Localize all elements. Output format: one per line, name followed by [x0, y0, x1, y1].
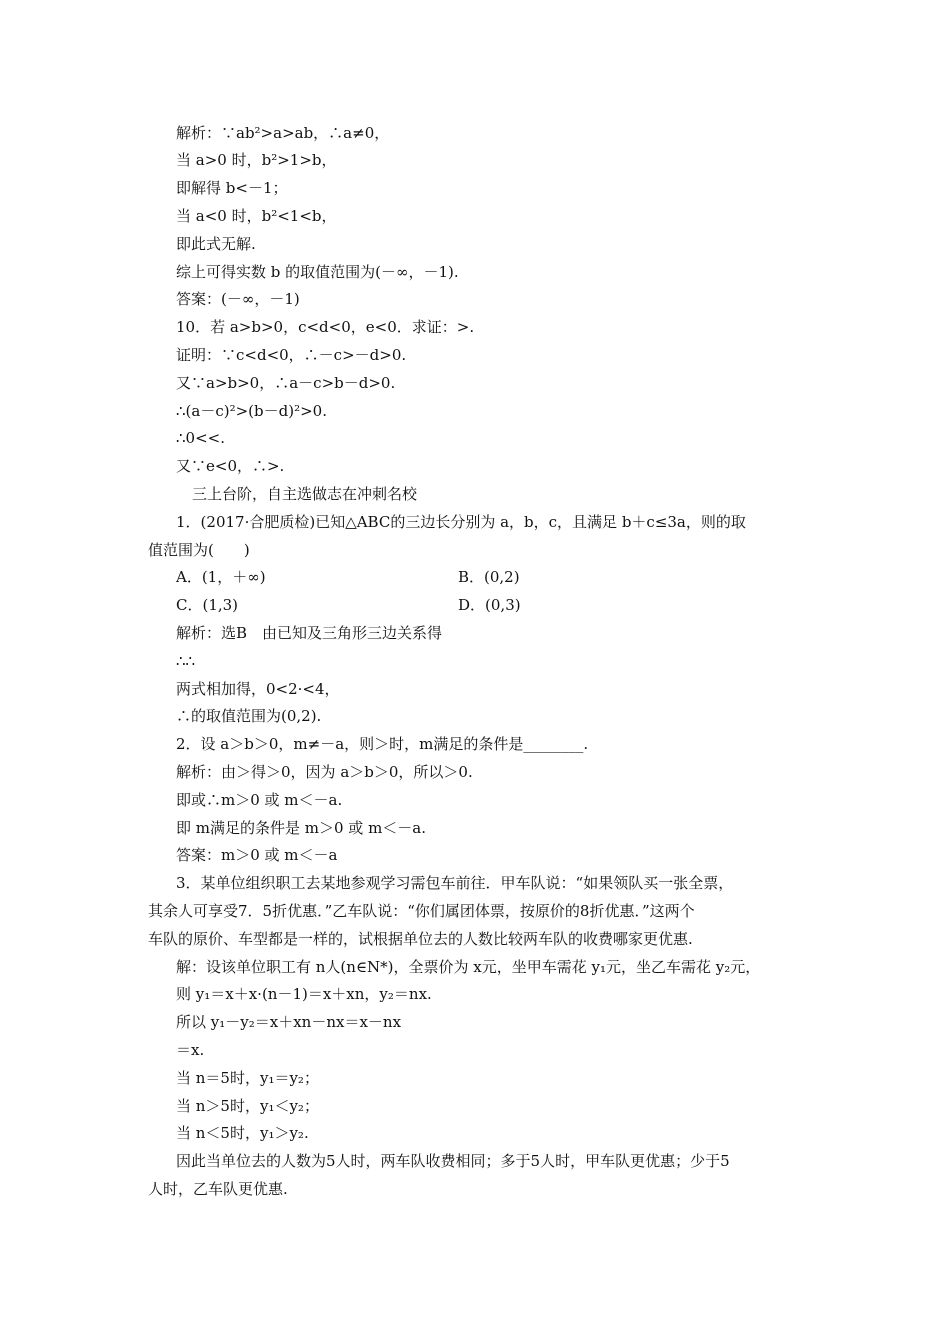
choice-b: B．(0,2)	[458, 568, 520, 586]
text-line: 两式相加得，0<2·<4，	[176, 680, 340, 698]
text-line: 当 n＞5时，y₁＜y₂；	[176, 1097, 319, 1115]
text-line: 因此当单位去的人数为5人时，两车队收费相同；多于5人时，甲车队更优惠；少于5	[176, 1152, 730, 1170]
text-line: 3．某单位组织职工去某地参观学习需包车前往．甲车队说：“如果领队买一张全票，	[176, 874, 734, 892]
text-line: ∴∴	[176, 652, 196, 670]
text-line: ＝x.	[176, 1041, 205, 1059]
text-line: 值范围为( )	[148, 541, 250, 559]
text-line: 综上可得实数 b 的取值范围为(－∞，－1).	[176, 263, 459, 281]
text-line: 解析：由＞得＞0，因为 a＞b＞0，所以＞0.	[176, 763, 473, 781]
text-line: 证明：∵c<d<0，∴－c>－d>0.	[176, 346, 407, 364]
text-line: 即 m满足的条件是 m＞0 或 m＜－a.	[176, 819, 426, 837]
text-line: ∴的取值范围为(0,2).	[176, 707, 322, 725]
text-line: 其余人可享受7．5折优惠．”乙车队说：“你们属团体票，按原价的8折优惠．”这两个	[148, 902, 695, 920]
text-line: 则 y₁＝x＋x·(n－1)＝x＋xn，y₂＝nx.	[176, 985, 432, 1003]
text-line: 即此式无解.	[176, 235, 256, 253]
section-heading: 三上台阶，自主选做志在冲刺名校	[192, 485, 418, 503]
text-line: 所以 y₁－y₂＝x＋xn－nx＝x－nx	[176, 1013, 402, 1031]
text-line: 答案：m＞0 或 m＜－a	[176, 846, 338, 864]
text-line: 车队的原价、车型都是一样的，试根据单位去的人数比较两车队的收费哪家更优惠.	[148, 930, 693, 948]
text-line: 2．设 a＞b＞0，m≠－a，则＞时，m满足的条件是________.	[176, 735, 589, 753]
text-line: 当 n＜5时，y₁＞y₂.	[176, 1124, 309, 1142]
text-line: ∴(a－c)²>(b－d)²>0.	[176, 402, 327, 420]
text-line: 解析：选B 由已知及三角形三边关系得	[176, 624, 443, 642]
text-line: 又∵e<0，∴>.	[176, 457, 285, 475]
text-line: 即解得 b<－1；	[176, 179, 288, 197]
text-line: 解析：∵ab²>a>ab，∴a≠0，	[176, 124, 390, 142]
text-line: 1．(2017·合肥质检)已知△ABC的三边长分别为 a，b，c，且满足 b＋c≤3a，则的取	[176, 513, 746, 531]
text-line: 当 a<0 时，b²<1<b，	[176, 207, 337, 225]
text-line: 即或∴m＞0 或 m＜－a.	[176, 791, 343, 809]
choice-a: A．(1，＋∞)	[176, 568, 266, 586]
text-line: 答案：(－∞，－1)	[176, 290, 300, 308]
text-line: 当 n＝5时，y₁＝y₂；	[176, 1069, 319, 1087]
text-line: 人时，乙车队更优惠.	[148, 1180, 288, 1198]
text-line: 又∵a>b>0，∴a－c>b－d>0.	[176, 374, 396, 392]
text-line: ∴0<<.	[176, 429, 225, 447]
choice-d: D．(0,3)	[458, 596, 521, 614]
text-line: 10．若 a>b>0，c<d<0，e<0．求证：>.	[176, 318, 475, 336]
text-line: 解：设该单位职工有 n人(n∈N*)，全票价为 x元，坐甲车需花 y₁元，坐乙车需花 y₂元，	[176, 958, 761, 976]
text-line: 当 a>0 时，b²>1>b，	[176, 151, 337, 169]
choice-c: C．(1,3)	[176, 596, 239, 614]
